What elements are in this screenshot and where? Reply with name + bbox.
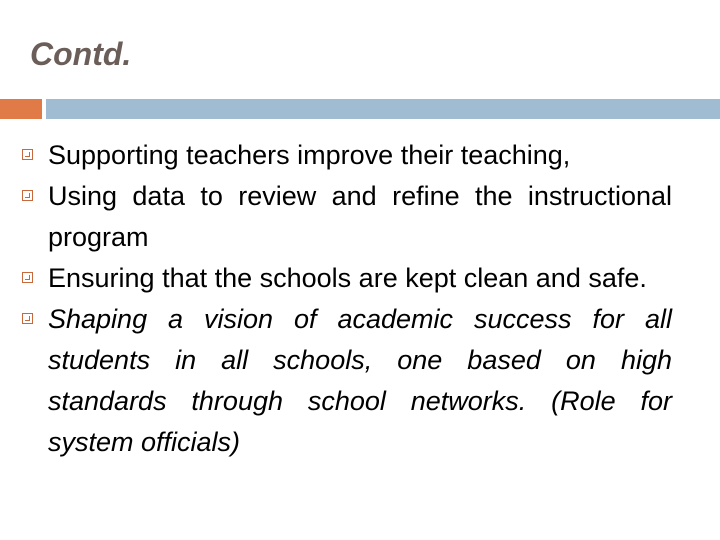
accent-bar-blue: [46, 99, 720, 119]
slide-title: Contd.: [30, 36, 132, 72]
bullet-text: Shaping a vision of academic success for all students in all schools, one based on high standards through school networks. (Role for system officials): [48, 304, 672, 457]
bullet-text: Ensuring that the schools are kept clean and safe.: [48, 263, 647, 293]
bullet-item: [22, 299, 672, 463]
bullet-item: [22, 258, 672, 299]
square-bullet-icon: [22, 272, 33, 283]
square-bullet-icon: [22, 313, 33, 324]
bullet-text: Supporting teachers improve their teaching,: [48, 140, 571, 170]
square-bullet-icon: [22, 149, 33, 160]
bullet-text: Using data to review and refine the instructional program: [48, 181, 672, 252]
bullet-item: [22, 135, 672, 176]
bullet-list: [22, 135, 672, 463]
bullet-item: [22, 176, 672, 258]
accent-bar-orange: [0, 99, 42, 119]
square-bullet-icon: [22, 190, 33, 201]
